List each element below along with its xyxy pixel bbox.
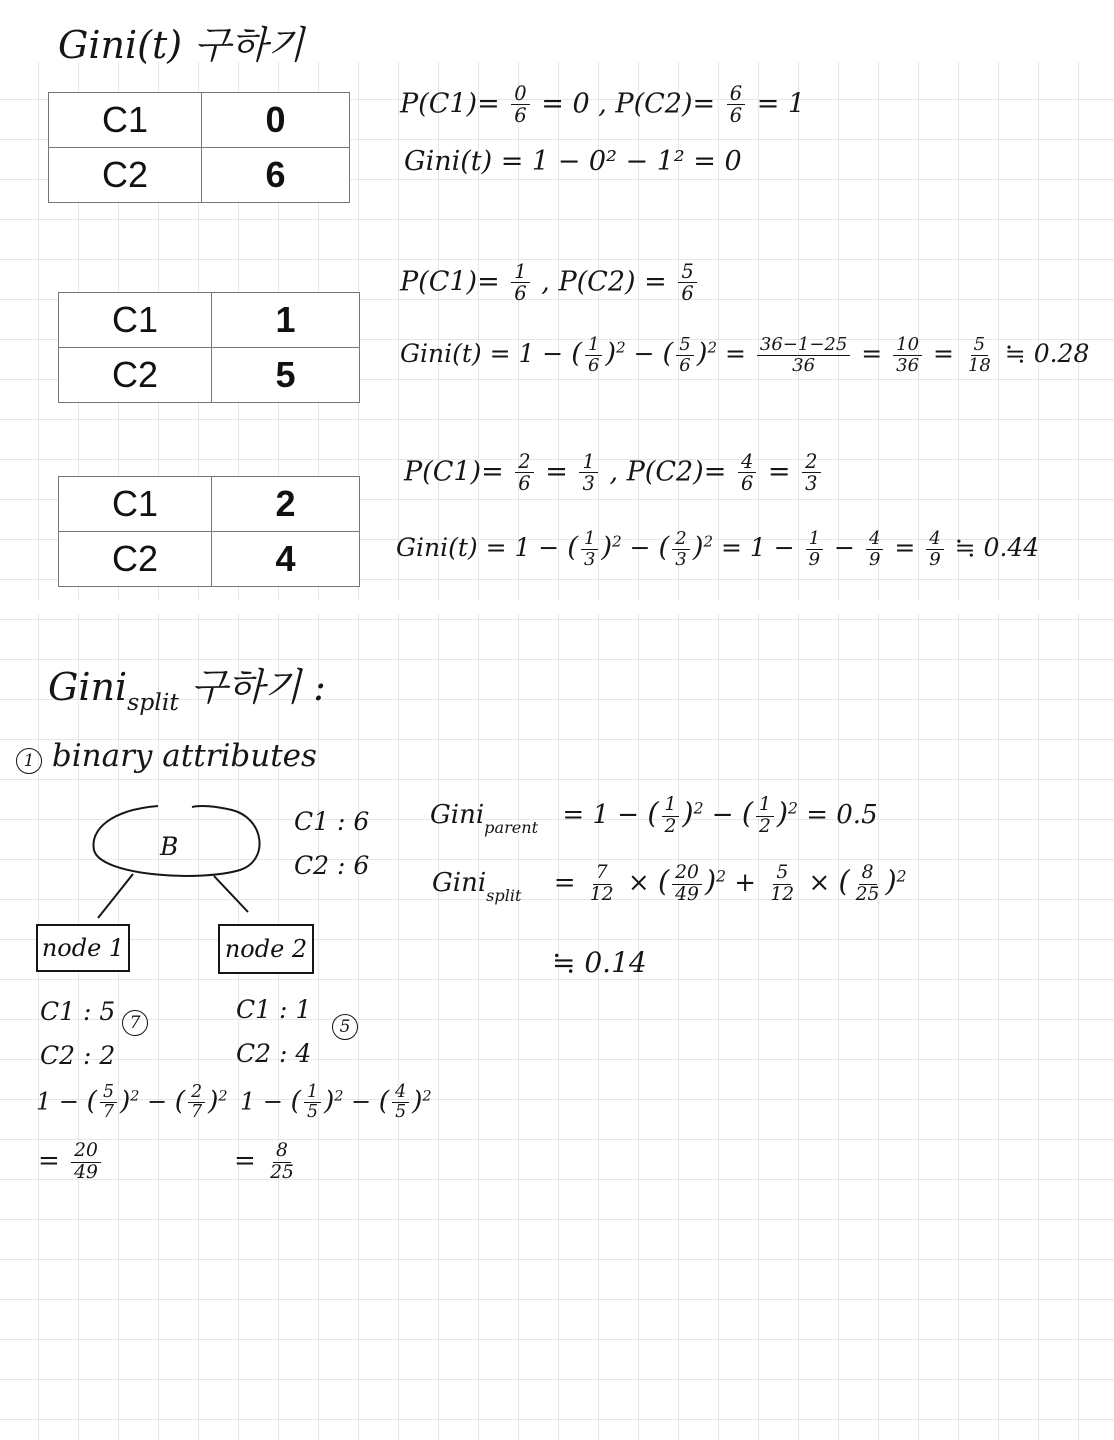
node-2-box: node 2 [218, 924, 314, 974]
frac-num: 5 [100, 1084, 117, 1103]
node2-gini-expr: 1 − ( $\frac{1}{5}$ )$^2$ − ( $\frac{4}{5}$ )$^2$ [240, 1082, 432, 1123]
frac-den: 3 [582, 472, 595, 496]
node2-count-c2: C2 : 4 [236, 1038, 312, 1068]
frac-num: 1 [579, 452, 597, 473]
fraction [662, 796, 680, 836]
calc2-fraction-2 [678, 262, 696, 304]
frac-num: 1 [511, 262, 529, 283]
frac-den: 3 [583, 549, 596, 570]
section2-subtitle [16, 738, 317, 774]
frac-num: 1 [662, 796, 680, 817]
minus: − [711, 800, 734, 831]
circled-number: 1 [16, 748, 42, 774]
frac-den: 6 [729, 104, 743, 128]
frac-num: 4 [392, 1084, 409, 1103]
frac-den: 2 [758, 815, 771, 837]
gini-parent-equation: Gini$_{parent}$ = 1 − ( $\frac{1}{2}$ )$^2$ − ( $\frac{1}{2}$ )$^2$ = 0.5 [430, 794, 878, 838]
subtitle-text: binary attributes [51, 738, 317, 774]
fraction [893, 336, 922, 375]
calc1-gini: Gini(t) = 1 − 0² − 1² = 0 [404, 146, 742, 177]
node1-gini-result [38, 1142, 104, 1182]
frac-num: 8 [859, 864, 877, 885]
frac-num: 0 [511, 84, 529, 105]
frac-num: 5 [678, 262, 696, 283]
frac-den: 25 [855, 883, 880, 905]
fraction [672, 864, 702, 904]
count-table-2 [58, 292, 360, 403]
fraction [100, 1084, 117, 1122]
expr-pre: 1 − [240, 1087, 284, 1116]
gini-lhs: Gini(t) = 1 − [400, 339, 564, 368]
equals: = [545, 456, 568, 488]
section1-title: Gini(t) 구하기 [58, 23, 305, 67]
minus: − [351, 1087, 372, 1116]
equals: = [861, 339, 883, 368]
frac-num: 4 [738, 452, 756, 473]
node2-count-c1: C1 : 1 [236, 995, 312, 1024]
frac-num: 5 [676, 336, 693, 356]
table1-c1-value: 0 [202, 93, 350, 148]
plus: + [734, 868, 757, 899]
calc1-pc2-label: P(C2)= [615, 88, 716, 120]
table1-c2-value: 6 [202, 148, 350, 203]
frac-den: 25 [270, 1161, 294, 1183]
frac-den: 9 [808, 549, 821, 570]
calc1-pc1-label: P(C1)= [400, 88, 500, 120]
frac-den: 18 [967, 355, 991, 376]
node1-counts [40, 990, 115, 1078]
title-subscript: split [127, 688, 179, 716]
fraction [853, 864, 883, 904]
frac-den: 5 [306, 1102, 318, 1123]
fraction [806, 530, 823, 569]
gini-lhs: Gini(t) = 1 − [396, 533, 560, 562]
fraction-big [757, 336, 850, 375]
result: = 0.5 [806, 800, 878, 831]
minus: − [834, 533, 855, 562]
frac-den: 12 [770, 883, 795, 905]
node-1-box: node 1 [36, 924, 130, 972]
frac-num: 2 [188, 1084, 205, 1103]
frac-den: 6 [679, 355, 691, 376]
calc1-result-2: = 1 [756, 88, 806, 120]
equals: = [767, 456, 791, 488]
frac-num: 7 [593, 864, 611, 885]
calc3-pc2-label: P(C2)= [626, 456, 727, 488]
approx-result: ≒ 0.44 [954, 533, 1040, 562]
minus: − [629, 533, 651, 562]
separator: , [609, 456, 619, 488]
table1-c1-label: C1 [49, 93, 202, 148]
minus: − [633, 339, 655, 368]
calc3-pc1-label: P(C1)= [404, 456, 504, 488]
frac-num: 8 [273, 1142, 291, 1163]
equals: = [933, 339, 954, 368]
fraction [71, 1142, 101, 1182]
frac-num: 1 [581, 530, 598, 550]
fraction [738, 452, 756, 494]
fraction [581, 530, 598, 569]
table3-c2-label: C2 [59, 532, 212, 587]
edge-right [214, 876, 248, 912]
separator: , [541, 266, 550, 298]
frac-den: 6 [514, 104, 527, 128]
table2-c1-value: 1 [212, 293, 360, 348]
equals: = [38, 1146, 60, 1177]
frac-den: 6 [514, 282, 527, 306]
frac-den: 49 [74, 1161, 98, 1183]
title-rest: 구하기 : [178, 665, 326, 709]
calc1-fraction-2 [727, 84, 745, 126]
root-counts [294, 800, 369, 888]
frac-num: 1 [585, 336, 602, 356]
fraction [866, 530, 883, 569]
root-node-label: B [160, 832, 179, 861]
equals: = 1 − [562, 800, 640, 831]
node2-counts [236, 988, 311, 1076]
table2-c2-value: 5 [212, 348, 360, 403]
fraction [304, 1084, 321, 1122]
fraction [802, 452, 820, 494]
frac-den: 6 [587, 355, 600, 376]
frac-num: 1 [806, 530, 823, 550]
equals: = 1 − [720, 533, 795, 562]
frac-den: 7 [191, 1102, 203, 1123]
frac-num: 10 [893, 336, 922, 356]
frac-num: 2 [802, 452, 820, 473]
fraction [267, 1142, 297, 1182]
fraction [585, 336, 602, 375]
frac-den: 9 [929, 549, 941, 570]
calc2-pc2-label: P(C2) = [558, 266, 667, 298]
frac-den: 36 [896, 355, 920, 376]
frac-den: 6 [681, 282, 694, 306]
gini-subscript: parent [484, 818, 539, 838]
frac-den: 12 [589, 883, 614, 905]
table1-c2-label: C2 [49, 148, 202, 203]
frac-den: 3 [675, 549, 687, 570]
expr-pre: 1 − [36, 1087, 80, 1116]
fraction [587, 864, 617, 904]
minus: − [147, 1087, 168, 1116]
approx-result: ≒ 0.28 [1004, 339, 1090, 368]
fraction [579, 452, 597, 494]
node1-count-c1: C1 : 5 [40, 997, 116, 1026]
calc3-probabilities [404, 452, 824, 494]
count-table-1 [48, 92, 350, 203]
node1-total-circled: 7 [122, 1010, 148, 1036]
calc2-probabilities [400, 262, 700, 304]
frac-num: 20 [672, 864, 702, 885]
frac-den: 6 [518, 472, 531, 496]
gini-label: Gini [430, 800, 485, 831]
fraction [965, 336, 994, 375]
calc1-result-1: = 0 , [541, 88, 607, 120]
frac-num: 5 [773, 864, 791, 885]
frac-den: 49 [675, 883, 699, 905]
frac-num: 6 [727, 84, 745, 105]
equals: = [553, 868, 576, 899]
frac-num: 5 [971, 336, 988, 356]
root-count-c2: C2 : 6 [294, 850, 370, 880]
frac-den: 7 [102, 1102, 114, 1123]
frac-den: 5 [395, 1102, 407, 1123]
frac-den: 9 [868, 549, 881, 570]
node1-gini-expr: 1 − ( $\frac{5}{7}$ )$^2$ − ( $\frac{2}{7}$ )$^2$ [36, 1082, 228, 1123]
table2-c1-label: C1 [59, 293, 212, 348]
frac-num: 1 [756, 796, 774, 817]
gini-split-equation: Gini$_{split}$ = $\frac{7}{12}$ × ( $\frac{20}{49}$ )$^2$ + $\frac{5}{12}$ × ( $\frac{8}{25}$ )$^2$ [432, 862, 907, 906]
frac-num: 2 [672, 530, 689, 550]
frac-num: 1 [304, 1084, 321, 1103]
count-table-3 [58, 476, 360, 587]
calc2-pc1-label: P(C1)= [400, 266, 500, 298]
table3-c2-value: 4 [212, 532, 360, 587]
frac-den: 36 [792, 355, 816, 376]
frac-num: 2 [515, 452, 533, 473]
times: × [808, 868, 831, 899]
frac-num: 36−1−25 [757, 336, 850, 356]
root-count-c1: C1 : 6 [294, 807, 370, 836]
table3-c1-label: C1 [59, 477, 212, 532]
equals: = [234, 1146, 256, 1177]
calc2-gini: Gini(t) = 1 − ( $\frac{1}{6}$ )$^2$ − ( $\frac{5}{6}$ )$^2$ = $\frac{36-1-25}{36}$ = $\frac{10}{36}$ = $\frac{5}{18}$ ≒ 0.28 [400, 334, 1090, 376]
edge-left [98, 874, 133, 918]
gini-label: Gini [432, 868, 487, 899]
calc2-fraction-1 [511, 262, 529, 304]
calc1-fraction-1 [511, 84, 529, 126]
table3-c1-value: 2 [212, 477, 360, 532]
calc1-probabilities [400, 84, 805, 126]
times: × [627, 868, 650, 899]
fraction [672, 530, 689, 569]
frac-num: 4 [926, 530, 943, 550]
fraction [767, 864, 797, 904]
frac-den: 6 [740, 472, 754, 496]
gini-split-approx: ≒ 0.14 [552, 946, 647, 979]
node2-total-circled: 5 [332, 1014, 358, 1040]
node2-gini-result [234, 1142, 300, 1182]
frac-num: 4 [866, 530, 883, 550]
fraction [392, 1084, 409, 1122]
fraction [515, 452, 533, 494]
gini-subscript: split [486, 886, 522, 906]
frac-num: 20 [71, 1142, 101, 1163]
fraction [926, 530, 943, 569]
divider-band [0, 600, 1114, 614]
calc3-gini: Gini(t) = 1 − ( $\frac{1}{3}$ )$^2$ − ( $\frac{2}{3}$ )$^2$ = 1 − $\frac{1}{9}$ − $\frac{4}{9}$ = $\frac{4}{9}$ ≒ 0.44 [396, 528, 1040, 570]
fraction [676, 336, 693, 375]
frac-den: 3 [805, 472, 818, 496]
equals: = [894, 533, 916, 562]
frac-den: 2 [664, 815, 677, 837]
title-main: Gini [48, 665, 128, 709]
table2-c2-label: C2 [59, 348, 212, 403]
equals: = [724, 339, 746, 368]
node1-count-c2: C2 : 2 [40, 1040, 116, 1070]
fraction [756, 796, 774, 836]
fraction [188, 1084, 205, 1122]
section2-title [48, 656, 326, 716]
